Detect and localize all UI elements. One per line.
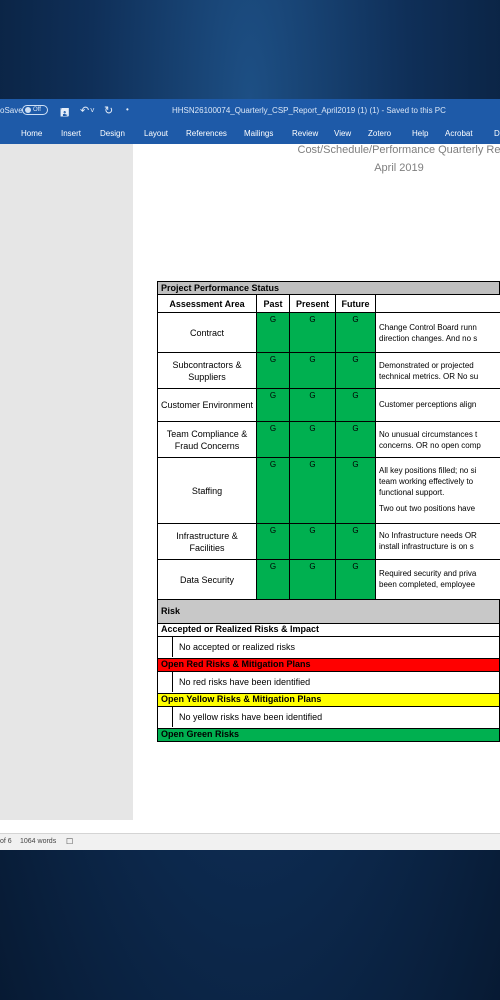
- tab-acrobat[interactable]: Acrobat: [445, 129, 473, 138]
- status-cell-past: [257, 422, 290, 458]
- row-description: [376, 524, 500, 560]
- status-letter: G: [269, 460, 277, 469]
- accepted-risks-row: [157, 637, 500, 659]
- proofing-icon[interactable]: ☐: [66, 837, 74, 846]
- table-title: Project Performance Status: [157, 281, 500, 295]
- green-risks-heading: Open Green Risks: [157, 729, 500, 742]
- save-icon[interactable]: 🖪: [60, 107, 70, 119]
- column-header-description: [376, 295, 500, 313]
- status-table: [157, 295, 500, 637]
- status-cell-future: [336, 422, 376, 458]
- tab-design[interactable]: Design: [100, 129, 125, 138]
- description-line: been completed, employee: [379, 580, 476, 589]
- description-line: functional support.: [379, 488, 445, 497]
- status-letter: G: [269, 562, 277, 571]
- row-area-staffing: Staffing: [158, 458, 257, 524]
- status-letter: G: [352, 391, 359, 400]
- status-letter: G: [309, 562, 316, 571]
- status-cell-present: [290, 458, 336, 524]
- word-count[interactable]: 1064 words: [20, 838, 57, 845]
- report-header-date: April 2019: [374, 162, 424, 174]
- status-letter: G: [309, 424, 316, 433]
- description-line: Customer perceptions align: [379, 400, 477, 409]
- description-line: concerns. OR no open comp: [379, 441, 481, 450]
- status-letter: G: [352, 460, 359, 469]
- redo-icon[interactable]: ↻: [104, 105, 114, 117]
- status-cell-present: [290, 560, 336, 600]
- status-letter: G: [309, 355, 316, 364]
- row-area-infrastructure: Infrastructure & Facilities: [158, 524, 257, 560]
- status-letter: G: [352, 424, 359, 433]
- description-line: No unusual circumstances t: [379, 430, 478, 439]
- description-line: technical metrics. OR No su: [379, 372, 479, 381]
- status-cell-future: [336, 458, 376, 524]
- status-cell-past: [257, 560, 290, 600]
- description-line: team working effectively to: [379, 477, 474, 486]
- row-description: [376, 353, 500, 389]
- status-cell-present: [290, 313, 336, 353]
- description-line: No Infrastructure needs OR: [379, 531, 477, 540]
- status-letter: G: [309, 391, 316, 400]
- status-letter: G: [309, 526, 316, 535]
- status-letter: G: [269, 391, 277, 400]
- status-cell-past: [257, 524, 290, 560]
- tab-insert[interactable]: Insert: [61, 129, 82, 138]
- status-letter: G: [352, 355, 359, 364]
- undo-icon[interactable]: ↶: [80, 105, 90, 117]
- status-cell-future: [336, 560, 376, 600]
- row-area-team-compliance: Team Compliance & Fraud Concerns: [158, 422, 257, 458]
- undo-dropdown-icon[interactable]: ˅: [90, 106, 95, 115]
- status-cell-past: [257, 389, 290, 422]
- status-cell-future: [336, 313, 376, 353]
- status-bar: [0, 833, 500, 850]
- status-cell-present: [290, 389, 336, 422]
- status-cell-present: [290, 524, 336, 560]
- ribbon-tabs: [0, 121, 500, 144]
- description-line: install infrastructure is on s: [379, 542, 474, 551]
- customize-toolbar-icon[interactable]: •: [126, 105, 129, 114]
- risk-heading: Risk: [157, 600, 500, 624]
- column-header-area: Assessment Area: [158, 295, 257, 313]
- title-bar: [0, 99, 500, 121]
- tab-home[interactable]: Home: [21, 129, 43, 138]
- document-title: HHSN26100074_Quarterly_CSP_Report_April2019 (1) (1) - Saved to this PC: [172, 106, 446, 115]
- tab-review[interactable]: Review: [292, 129, 319, 138]
- status-cell-future: [336, 389, 376, 422]
- description-line: Change Control Board runn: [379, 323, 477, 332]
- status-letter: G: [309, 315, 316, 324]
- row-area-data-security: Data Security: [158, 560, 257, 600]
- status-letter: G: [269, 424, 277, 433]
- description-line: Required security and priva: [379, 569, 477, 578]
- row-area-contract: Contract: [158, 313, 257, 353]
- status-letter: G: [269, 355, 277, 364]
- status-cell-past: [257, 458, 290, 524]
- row-area-customer: Customer Environment: [158, 389, 257, 422]
- status-cell-present: [290, 353, 336, 389]
- description-line: direction changes. And no s: [379, 334, 478, 343]
- description-line: Two out two positions have: [379, 504, 476, 513]
- row-description: [376, 422, 500, 458]
- row-description: [376, 389, 500, 422]
- page-count[interactable]: of 6: [0, 838, 12, 845]
- status-letter: G: [352, 526, 359, 535]
- red-risks-row: [157, 672, 500, 694]
- tab-help[interactable]: Help: [412, 129, 429, 138]
- row-area-subcontractors: Subcontractors & Suppliers: [158, 353, 257, 389]
- column-header-future: Future: [336, 295, 376, 313]
- red-risks-text: No red risks have been identified: [172, 672, 310, 692]
- accepted-risks-heading: Accepted or Realized Risks & Impact: [157, 624, 500, 637]
- status-letter: G: [352, 562, 359, 571]
- status-letter: G: [309, 460, 316, 469]
- tab-zotero[interactable]: Zotero: [368, 129, 392, 138]
- tab-d[interactable]: D: [494, 129, 500, 138]
- status-cell-future: [336, 524, 376, 560]
- status-cell-present: [290, 422, 336, 458]
- yellow-risks-text: No yellow risks have been identified: [172, 707, 322, 727]
- row-description: [376, 458, 500, 524]
- red-risks-heading: Open Red Risks & Mitigation Plans: [157, 659, 500, 672]
- tab-layout[interactable]: Layout: [144, 129, 169, 138]
- status-letter: G: [269, 315, 277, 324]
- tab-mailings[interactable]: Mailings: [244, 129, 274, 138]
- status-letter: G: [352, 315, 359, 324]
- tab-references[interactable]: References: [186, 129, 227, 138]
- autosave-toggle[interactable]: Off: [22, 105, 48, 115]
- report-header-title: Cost/Schedule/Performance Quarterly Re: [297, 144, 500, 156]
- description-line: All key positions filled; no si: [379, 466, 477, 475]
- yellow-risks-row: [157, 707, 500, 729]
- row-description: [376, 560, 500, 600]
- accepted-risks-text: No accepted or realized risks: [172, 637, 295, 657]
- row-description: [376, 313, 500, 353]
- autosave-label: oSave: [0, 106, 23, 115]
- status-cell-past: [257, 313, 290, 353]
- column-header-present: Present: [290, 295, 336, 313]
- tab-view[interactable]: View: [334, 129, 352, 138]
- yellow-risks-heading: Open Yellow Risks & Mitigation Plans: [157, 694, 500, 707]
- status-letter: G: [269, 526, 277, 535]
- status-cell-future: [336, 353, 376, 389]
- description-line: Demonstrated or projected: [379, 361, 474, 370]
- column-header-past: Past: [257, 295, 290, 313]
- status-cell-past: [257, 353, 290, 389]
